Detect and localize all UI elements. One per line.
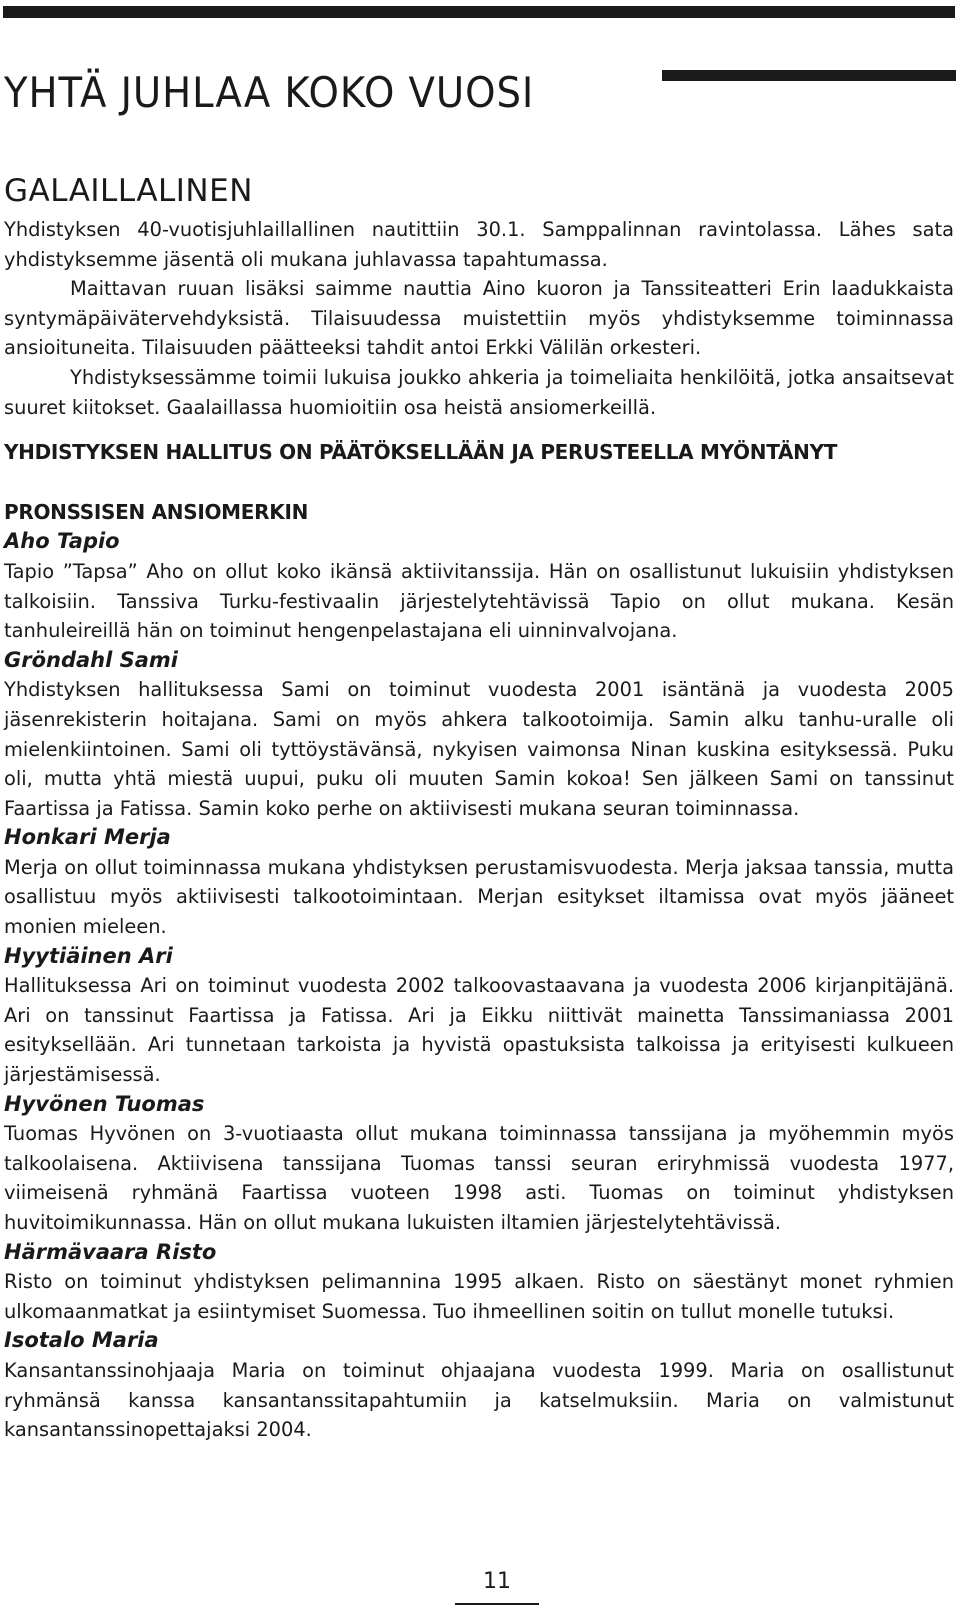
page-title: YHTÄ JUHLAA KOKO VUOSI <box>4 68 535 118</box>
recipient-name: Gröndahl Sami <box>4 647 179 672</box>
recipient-text: Merja on ollut toiminnassa mukana yhdistyksen perustamisvuodesta. Merja jaksaa tanssia, mutta osallistuu myös aktiivisesti talkootoimintaan. Merjan esitykset iltamissa ovat myös jääneet monien mieleen. <box>4 855 954 939</box>
recipient-text: Kansantanssinohjaaja Maria on toiminut ohjaajana vuodesta 1999. Maria on osallistunut ryhmänsä kanssa kansantanssitapahtumiin ja katselmuksiin. Maria on valmistunut kansantanssinopettajaksi 2004. <box>4 1358 954 1442</box>
top-rule <box>3 6 955 18</box>
intro-paragraph: Maittavan ruuan lisäksi saimme nauttia Aino kuoron ja Tanssiteatteri Erin laadukkaista syntymäpäivätervehdyksistä. Tilaisuudessa muistettiin myös yhdistyksemme toiminnassa ansioituneita. Tilaisuuden päätteeksi tahdit antoi Erkki Välilän orkesteri. <box>4 277 954 360</box>
footer-rule <box>455 1603 539 1605</box>
recipient-text: Risto on toiminut yhdistyksen pelimannina 1995 alkaen. Risto on säestänyt monet ryhmien ulkomaanmatkat ja esiintymiset Suomessa. Tuo ihmeellinen soitin on tullut monelle tutuksi. <box>4 1270 954 1323</box>
recipient-name: Hyvönen Tuomas <box>4 1091 205 1116</box>
recipient-name: Isotalo Maria <box>4 1328 159 1353</box>
recipient-text: Hallituksessa Ari on toiminut vuodesta 2002 talkoovastaavana ja vuodesta 2006 kirjanpitäjänä. Ari on tanssinut Faartissa ja Fatissa. Ari ja Eikku niittivät mainetta Tanssimaniassa 2001 esityksellään. Ari tunnetaan tarkoista ja hyvistä opastuksista talkoissa ja erityisesti kulkueen järjestämisessä. <box>4 974 954 1087</box>
article-body <box>4 215 954 1445</box>
page-number: 11 <box>483 1569 511 1594</box>
recipient-name: Aho Tapio <box>4 529 120 554</box>
title-rule <box>662 70 956 81</box>
recipient-name: Honkari Merja <box>4 825 171 850</box>
intro-paragraph: Yhdistyksen 40-vuotisjuhlaillallinen nautittiin 30.1. Samppalinnan ravintolassa. Lähes sata yhdistyksemme jäsentä oli mukana juhlavassa tapahtumassa. <box>4 218 954 271</box>
title-row <box>4 40 956 118</box>
medal-heading: PRONSSISEN ANSIOMERKIN <box>4 499 309 524</box>
recipient-name: Hyytiäinen Ari <box>4 943 173 968</box>
recipient-name: Härmävaara Risto <box>4 1239 217 1264</box>
page-footer <box>455 1568 539 1605</box>
section-heading: GALAILLALINEN <box>4 173 253 209</box>
intro-paragraph: Yhdistyksessämme toimii lukuisa joukko ahkeria ja toimeliaita henkilöitä, jotka ansaitsevat suuret kiitokset. Gaalaillassa huomioitiin osa heistä ansiomerkeillä. <box>4 365 954 419</box>
decision-heading: YHDISTYKSEN HALLITUS ON PÄÄTÖKSELLÄÄN JA PERUSTEELLA MYÖNTÄNYT <box>4 440 838 465</box>
recipient-text: Tapio ”Tapsa” Aho on ollut koko ikänsä aktiivitanssija. Hän on osallistunut lukuisiin yhdistyksen talkoisiin. Tanssiva Turku-festivaalin järjestelytehtävissä Tapio on ollut mukana. Kesän tanhuleireillä hän on toiminut hengenpelastajana eli uinninvalvojana. <box>4 559 954 643</box>
recipient-text: Yhdistyksen hallituksessa Sami on toiminut vuodesta 2001 isäntänä ja vuodesta 2005 jäsenrekisterin hoitajana. Sami on myös ahkera talkootoimija. Samin alku tanhu-uralle oli mielenkiintoinen. Sami oli tyttöystävänsä, nykyisen vaimonsa Ninan kuskina esityksessä. Puku oli, mutta yhtä miestä uupui, puku oli muuten Samin kokoa! Sen jälkeen Sami on tanssinut Faartissa ja Fatissa. Samin koko perhe on aktiivisesti mukana seuran toiminnassa. <box>4 678 954 820</box>
recipient-text: Tuomas Hyvönen on 3-vuotiaasta ollut mukana toiminnassa tanssijana ja myöhemmin myös talkoolaisena. Aktiivisena tanssijana Tuomas tanssi seuran eriryhmissä vuodesta 1977, viimeisenä ryhmänä Faartissa vuoteen 1998 asti. Tuomas on toiminut yhdistyksen huvitoimikunnassa. Hän on ollut mukana lukuisten iltamien järjestelytehtävissä. <box>4 1122 954 1234</box>
